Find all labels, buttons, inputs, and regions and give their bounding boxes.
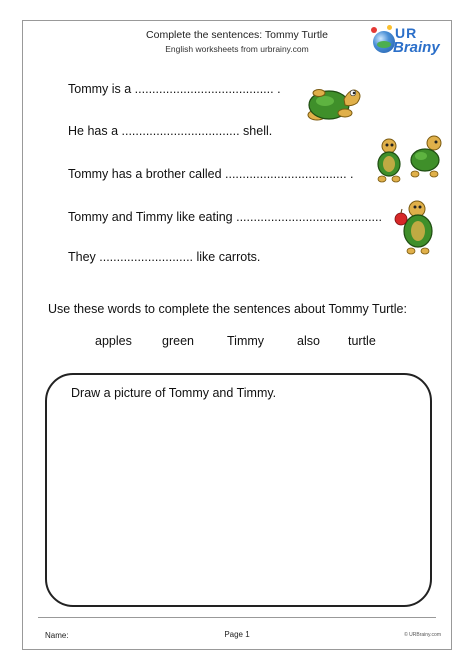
yellow-dot-icon bbox=[387, 25, 392, 30]
logo-brainy-text: Brainy bbox=[393, 39, 440, 56]
page-title: Complete the sentences: Tommy Turtle bbox=[146, 29, 328, 41]
red-dot-icon bbox=[371, 27, 377, 33]
standing-turtle-icon bbox=[372, 137, 406, 185]
sentence-2: He has a .................................. shell. bbox=[68, 124, 273, 138]
instruction-text: Use these words to complete the sentences about Tommy Turtle: bbox=[48, 302, 407, 316]
drawing-area[interactable] bbox=[45, 373, 432, 607]
sentence-4: Tommy and Timmy like eating .......................................... bbox=[68, 210, 382, 224]
page-number: Page 1 bbox=[224, 630, 250, 639]
urbrainy-logo bbox=[371, 25, 443, 61]
turtle-with-apple-icon bbox=[391, 197, 439, 257]
drawing-area-label: Draw a picture of Tommy and Timmy. bbox=[71, 386, 277, 400]
word-bank-item: turtle bbox=[348, 334, 376, 348]
page-subtitle: English worksheets from urbrainy.com bbox=[165, 44, 309, 54]
copyright-text: © URBrainy.com bbox=[404, 632, 441, 638]
word-bank-item: apples bbox=[95, 334, 132, 348]
sentence-5: They ........................... like carrots. bbox=[68, 250, 261, 264]
word-bank-item: Timmy bbox=[227, 334, 265, 348]
walking-turtle-icon bbox=[407, 134, 447, 182]
globe-icon bbox=[373, 31, 395, 53]
word-bank-item: also bbox=[297, 334, 320, 348]
word-bank-item: green bbox=[162, 334, 194, 348]
worksheet-page bbox=[22, 20, 452, 650]
sentence-3: Tommy has a brother called ................................... . bbox=[68, 167, 354, 181]
apple-icon bbox=[395, 213, 407, 225]
sentence-1: Tommy is a ........................................ . bbox=[68, 82, 281, 96]
logo-ur-text: UR bbox=[395, 25, 418, 41]
footer-divider bbox=[38, 617, 436, 618]
name-label: Name: bbox=[45, 631, 69, 640]
swimming-turtle-icon bbox=[299, 79, 369, 129]
